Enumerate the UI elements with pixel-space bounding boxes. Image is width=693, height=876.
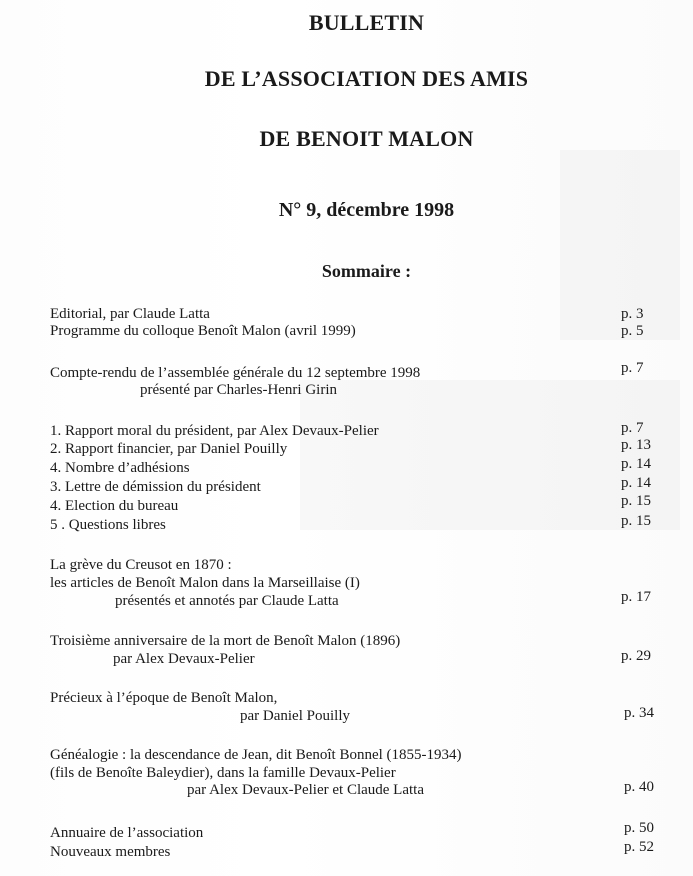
toc-entry-line: les articles de Benoît Malon dans la Marseillaise (I) — [50, 575, 360, 591]
toc-entry-anniversaire — [50, 632, 400, 650]
toc-entry-line: Programme du colloque Benoît Malon (avril 1999) — [50, 323, 356, 339]
toc-entry-line: 4. Election du bureau — [50, 498, 179, 514]
toc-entry-line: Précieux à l’époque de Benoît Malon, — [50, 690, 278, 706]
toc-entry-line: Nouveaux membres — [50, 844, 171, 860]
toc-entry-line: Compte-rendu de l’assemblée générale du 12 septembre 1998 — [50, 365, 421, 381]
toc-page-number: p. 14 — [621, 456, 651, 472]
toc-entry-greve-creusot-author — [115, 592, 339, 610]
toc-entry-line: Généalogie : la descendance de Jean, dit Benoît Bonnel (1855-1934) — [50, 747, 462, 763]
toc-entry-precieux-author — [240, 707, 350, 725]
toc-entry-editorial — [50, 305, 210, 323]
toc-page-number: p. 3 — [621, 306, 644, 322]
toc-entry-line: présentés et annotés par Claude Latta — [115, 593, 339, 609]
toc-entry-line: La grève du Creusot en 1870 : — [50, 557, 232, 573]
toc-entry-line: (fils de Benoîte Baleydier), dans la famille Devaux-Pelier — [50, 765, 396, 781]
toc-entry-genealogie — [50, 746, 462, 764]
bleed-through-mark — [560, 150, 680, 340]
toc-entry-greve-creusot — [50, 556, 232, 574]
toc-entry-genealogie-subtitle — [50, 764, 396, 782]
toc-entry-lettre-demission — [50, 478, 261, 496]
toc-entry-programme — [50, 322, 356, 340]
toc-page-number: p. 29 — [621, 648, 651, 664]
toc-entry-rapport-financier — [50, 440, 287, 458]
toc-entry-line: présenté par Charles-Henri Girin — [140, 382, 338, 398]
toc-entry-line: 3. Lettre de démission du président — [50, 479, 261, 495]
bulletin-title: BULLETIN — [308, 10, 425, 35]
toc-entry-election-bureau — [50, 497, 178, 515]
toc-page-number: p. 52 — [624, 839, 654, 855]
issue-number: N° 9, décembre 1998 — [278, 199, 455, 221]
toc-page-number: p. 5 — [621, 323, 644, 339]
toc-entry-precieux — [50, 689, 277, 707]
toc-entry-line: par Daniel Pouilly — [240, 708, 350, 724]
toc-entry-line: Troisième anniversaire de la mort de Benoît Malon (1896) — [50, 633, 401, 649]
toc-entry-questions-libres — [50, 516, 166, 534]
toc-entry-line: Editorial, par Claude Latta — [50, 306, 210, 322]
toc-entry-annuaire — [50, 824, 203, 842]
toc-entry-line: 4. Nombre d’adhésions — [50, 460, 190, 476]
toc-page-number: p. 14 — [621, 475, 651, 491]
toc-page-number: p. 13 — [621, 437, 651, 453]
toc-page-number: p. 7 — [621, 360, 644, 376]
toc-entry-adhesions — [50, 459, 190, 477]
toc-page-number: p. 40 — [624, 779, 654, 795]
toc-entry-line: 5 . Questions libres — [50, 517, 166, 533]
toc-entry-nouveaux-membres — [50, 843, 170, 861]
toc-heading: Sommaire : — [321, 261, 412, 281]
toc-entry-line: 2. Rapport financier, par Daniel Pouilly — [50, 441, 288, 457]
association-title: DE L’ASSOCIATION DES AMIS — [204, 66, 529, 91]
toc-entry-line: 1. Rapport moral du président, par Alex Devaux-Pelier — [50, 423, 379, 439]
toc-page-number: p. 15 — [621, 513, 651, 529]
toc-page-number: p. 7 — [621, 420, 644, 436]
toc-entry-compte-rendu-author — [140, 381, 337, 399]
toc-page-number: p. 34 — [624, 705, 654, 721]
toc-entry-line: par Alex Devaux-Pelier — [113, 651, 255, 667]
toc-entry-rapport-moral — [50, 422, 379, 440]
toc-page-number: p. 15 — [621, 493, 651, 509]
toc-entry-line: par Alex Devaux-Pelier et Claude Latta — [187, 782, 424, 798]
toc-entry-genealogie-author — [187, 781, 424, 799]
benoit-malon-title: DE BENOIT MALON — [259, 126, 474, 151]
toc-page-number: p. 50 — [624, 820, 654, 836]
toc-page-number: p. 17 — [621, 589, 651, 605]
toc-entry-greve-creusot-subtitle — [50, 574, 360, 592]
toc-entry-compte-rendu — [50, 364, 420, 382]
toc-entry-line: Annuaire de l’association — [50, 825, 204, 841]
toc-entry-anniversaire-author — [113, 650, 255, 668]
